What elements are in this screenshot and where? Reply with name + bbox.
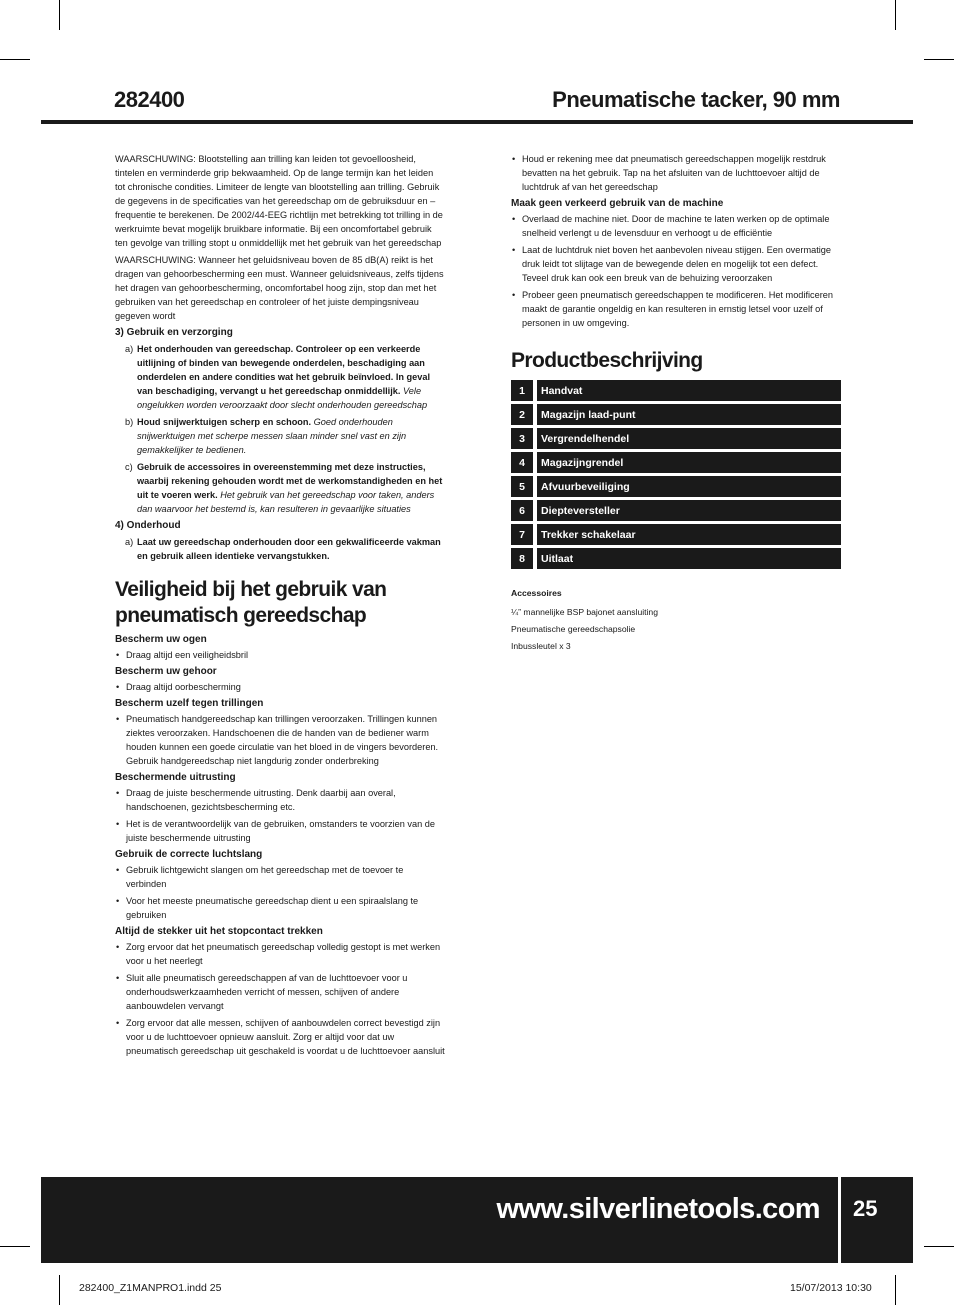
- list-item: • Draag de juiste beschermende uitrusting. Denk daarbij aan overal, handschoenen, gezichtsbescherming etc.: [115, 786, 445, 814]
- accessory-item: Inbussleutel x 3: [511, 641, 571, 651]
- vibration-warning: WAARSCHUWING: Blootstelling aan trilling kan leiden tot gevoelloosheid, tintelen en verminderde grip bekwaamheid. Op de lange termijn kan het leiden tot chronische condities. Limiteer de lengte van blootstelling aan trilling. Gebruik de gegevens in de specificaties van het gereedschap om de gebruiksduur en –frequentie te berekenen. De 2002/44-EEG richtlijn met betrekking tot trilling in de werkruimte bevat mogelijk bruikbare informatie. Bij een oncomfortabel gebruik ten gevolge van trilling stopt u onmiddellijk met het gebruik van het gereedschap: [115, 154, 443, 248]
- list-item: • Voor het meeste pneumatische gereedschap dient u een spiraalslang te gebruiken: [115, 894, 445, 922]
- right-column: [511, 152, 841, 655]
- list-item: • Overlaad de machine niet. Door de machine te laten werken op de optimale snelheid verlengt u de levensduur en verhoogt u de efficiëntie: [511, 212, 841, 240]
- bullet-list: [115, 940, 445, 1058]
- subheading-misuse: Maak geen verkeerd gebruik van de machine: [511, 198, 724, 209]
- part-number: 6: [511, 500, 533, 521]
- instruction-italic: Goed onderhouden snijwerktuigen met scherpe messen slaan minder snel vast en zijn gemakkelijker te bedienen.: [137, 417, 407, 455]
- accessory-item: Pneumatische gereedschapsolie: [511, 624, 636, 634]
- instruction-bold: Gebruik de accessoires in overeenstemming met deze instructies, waarbij rekening gehouden wordt met de werkomstandigheden en het uit te voeren werk.: [137, 462, 443, 500]
- part-label: Trekker schakelaar: [537, 524, 841, 545]
- part-row: [511, 380, 841, 401]
- part-row: [511, 452, 841, 473]
- crop-mark: [59, 0, 60, 30]
- item-label: c): [125, 462, 133, 472]
- instruction-italic: Het gebruik van het gereedschap voor taken, anders dan waarvoor het bestemd is, kan resulteren in gevaarlijke situaties: [137, 490, 435, 514]
- bullet-list: [511, 152, 841, 194]
- page-header: [41, 84, 913, 124]
- crop-mark: [59, 1275, 60, 1305]
- list-item: • Probeer geen pneumatisch gereedschappen te modificeren. Het modificeren maakt de garantie ongeldig en kan resulteren in ernstig letsel voor uzelf of personen in uw omgeving.: [511, 288, 841, 330]
- part-number: 1: [511, 380, 533, 401]
- list-item: • Pneumatisch handgereedschap kan trillingen veroorzaken. Trillingen kunnen ziektes veroorzaken. Handschoenen die de handen van de bediener warm houden kunnen een goede circulatie van het bloed in de vingers bevorderen. Gebruik handgereedschap niet langdurig zonder onderbreking: [115, 712, 445, 768]
- item-label: b): [125, 417, 134, 427]
- crop-mark: [895, 1275, 896, 1305]
- product-title: Pneumatische tacker, 90 mm: [552, 87, 840, 112]
- left-column: [115, 152, 445, 1061]
- bullet-list: [115, 648, 445, 662]
- parts-list: [511, 380, 841, 569]
- slug-date-info: 15/07/2013 10:30: [790, 1282, 872, 1294]
- item-label: a): [125, 537, 134, 547]
- header-rule: [41, 120, 913, 124]
- crop-mark: [924, 1246, 954, 1247]
- accessory-item: ¼” mannelijke BSP bajonet aansluiting: [511, 607, 658, 617]
- part-label: Afvuurbeveiliging: [537, 476, 841, 497]
- crop-mark: [0, 59, 30, 60]
- crop-mark: [895, 0, 896, 30]
- instruction-item: [115, 460, 445, 516]
- part-row: [511, 524, 841, 545]
- noise-warning: WAARSCHUWING: Wanneer het geluidsniveau boven de 85 dB(A) reikt is het dragen van gehoorbescherming een must. Wanneer geluidsniveaus, zelfs tijdens het dragen van gehoorbescherming, oncomfortabel hoog zijn, stop dan met het gebruiken van het gereedschap en controleer of het juiste dempingsniveau gegeven wordt: [115, 255, 444, 321]
- subheading-hose: Gebruik de correcte luchtslang: [115, 849, 263, 860]
- crop-mark: [924, 59, 954, 60]
- subheading-protective: Beschermende uitrusting: [115, 772, 236, 783]
- instruction-item: [115, 535, 445, 563]
- part-number: 5: [511, 476, 533, 497]
- part-row: [511, 500, 841, 521]
- list-item: • Zorg ervoor dat het pneumatisch gereedschap volledig gestopt is met werken voor u het neerlegt: [115, 940, 445, 968]
- part-row: [511, 404, 841, 425]
- section-heading: 3) Gebruik en verzorging: [115, 327, 233, 338]
- part-label: Magazijn laad-punt: [537, 404, 841, 425]
- list-item: • Draag altijd een veiligheidsbril: [115, 648, 445, 662]
- crop-mark: [0, 1246, 30, 1247]
- part-label: Vergrendelhendel: [537, 428, 841, 449]
- footer-bar: [41, 1177, 838, 1263]
- bullet-list: [511, 212, 841, 330]
- list-item: • Houd er rekening mee dat pneumatisch gereedschappen mogelijk restdruk bevatten na het gebruik. Tap na het afsluiten van de luchttoevoer altijd de luchtdruk af van het gereedschap: [511, 152, 841, 194]
- item-label: a): [125, 344, 134, 354]
- instruction-item: [115, 415, 445, 457]
- part-row: [511, 476, 841, 497]
- bullet-list: [115, 863, 445, 922]
- subheading-vibration: Bescherm uzelf tegen trillingen: [115, 698, 264, 709]
- part-number: 4: [511, 452, 533, 473]
- bullet-list: [115, 786, 445, 845]
- part-row: [511, 428, 841, 449]
- instruction-bold: Laat uw gereedschap onderhouden door een gekwalificeerde vakman en gebruik alleen identieke vervangstukken.: [137, 537, 441, 561]
- product-description-title: Productbeschrijving: [511, 349, 703, 372]
- part-label: Uitlaat: [537, 548, 841, 569]
- safety-section-title: Veiligheid bij het gebruik van pneumatisch gereedschap: [115, 578, 387, 627]
- page-number: 25: [853, 1196, 878, 1221]
- part-label: Magazijngrendel: [537, 452, 841, 473]
- accessories-heading: Accessoires: [511, 588, 562, 598]
- list-item: • Sluit alle pneumatisch gereedschappen af van de luchttoevoer voor u onderhoudswerkzaamheden verricht of messen, schijven of andere aanbouwdelen vervangt: [115, 971, 445, 1013]
- bullet-list: [115, 712, 445, 768]
- model-number: 282400: [114, 87, 185, 112]
- list-item: • Het is de verantwoordelijk van de gebruiken, omstanders te voorzien van de juiste beschermende uitrusting: [115, 817, 445, 845]
- part-number: 3: [511, 428, 533, 449]
- accessories-section: [511, 585, 841, 655]
- instruction-bold: Het onderhouden van gereedschap. Controleer op een verkeerde uitlijning of binden van bewegende onderdelen, beschadiging aan onderdelen en andere condities wat het gebruik beïnvloed. In geval van beschadiging, vervangt u het gereedschap onmiddellijk.: [137, 344, 431, 396]
- instruction-italic: Vele ongelukken worden veroorzaakt door slecht onderhouden gereedschap: [137, 386, 428, 410]
- subheading-eyes: Bescherm uw ogen: [115, 634, 207, 645]
- list-item: • Draag altijd oorbescherming: [115, 680, 445, 694]
- part-label: Diepteversteller: [537, 500, 841, 521]
- list-item: • Gebruik lichtgewicht slangen om het gereedschap met de toevoer te verbinden: [115, 863, 445, 891]
- instruction-bold: Houd snijwerktuigen scherp en schoon.: [137, 417, 312, 427]
- bullet-list: [115, 680, 445, 694]
- part-number: 2: [511, 404, 533, 425]
- section-heading: 4) Onderhoud: [115, 520, 181, 531]
- part-number: 7: [511, 524, 533, 545]
- slug-file-info: 282400_Z1MANPRO1.indd 25: [79, 1282, 222, 1294]
- page-number-box: [841, 1177, 913, 1263]
- part-label: Handvat: [537, 380, 841, 401]
- part-number: 8: [511, 548, 533, 569]
- subheading-hearing: Bescherm uw gehoor: [115, 666, 217, 677]
- list-item: • Zorg ervoor dat alle messen, schijven of aanbouwdelen correct bevestigd zijn voor u de luchttoevoer opnieuw aansluit. Zorg er altijd voor dat uw pneumatisch gereedschap uit geschakeld is voordat u de luchttoevoer aansluit: [115, 1016, 445, 1058]
- part-row: [511, 548, 841, 569]
- instruction-item: [115, 342, 445, 412]
- website-url: www.silverlinetools.com: [496, 1193, 820, 1225]
- list-item: • Laat de luchtdruk niet boven het aanbevolen niveau stijgen. Een overmatige druk leidt tot slijtage van de bewegende delen en mogelijk tot een defect. Teveel druk kan ook een breuk van de behuizing veroorzaken: [511, 243, 841, 285]
- subheading-unplug: Altijd de stekker uit het stopcontact trekken: [115, 926, 323, 937]
